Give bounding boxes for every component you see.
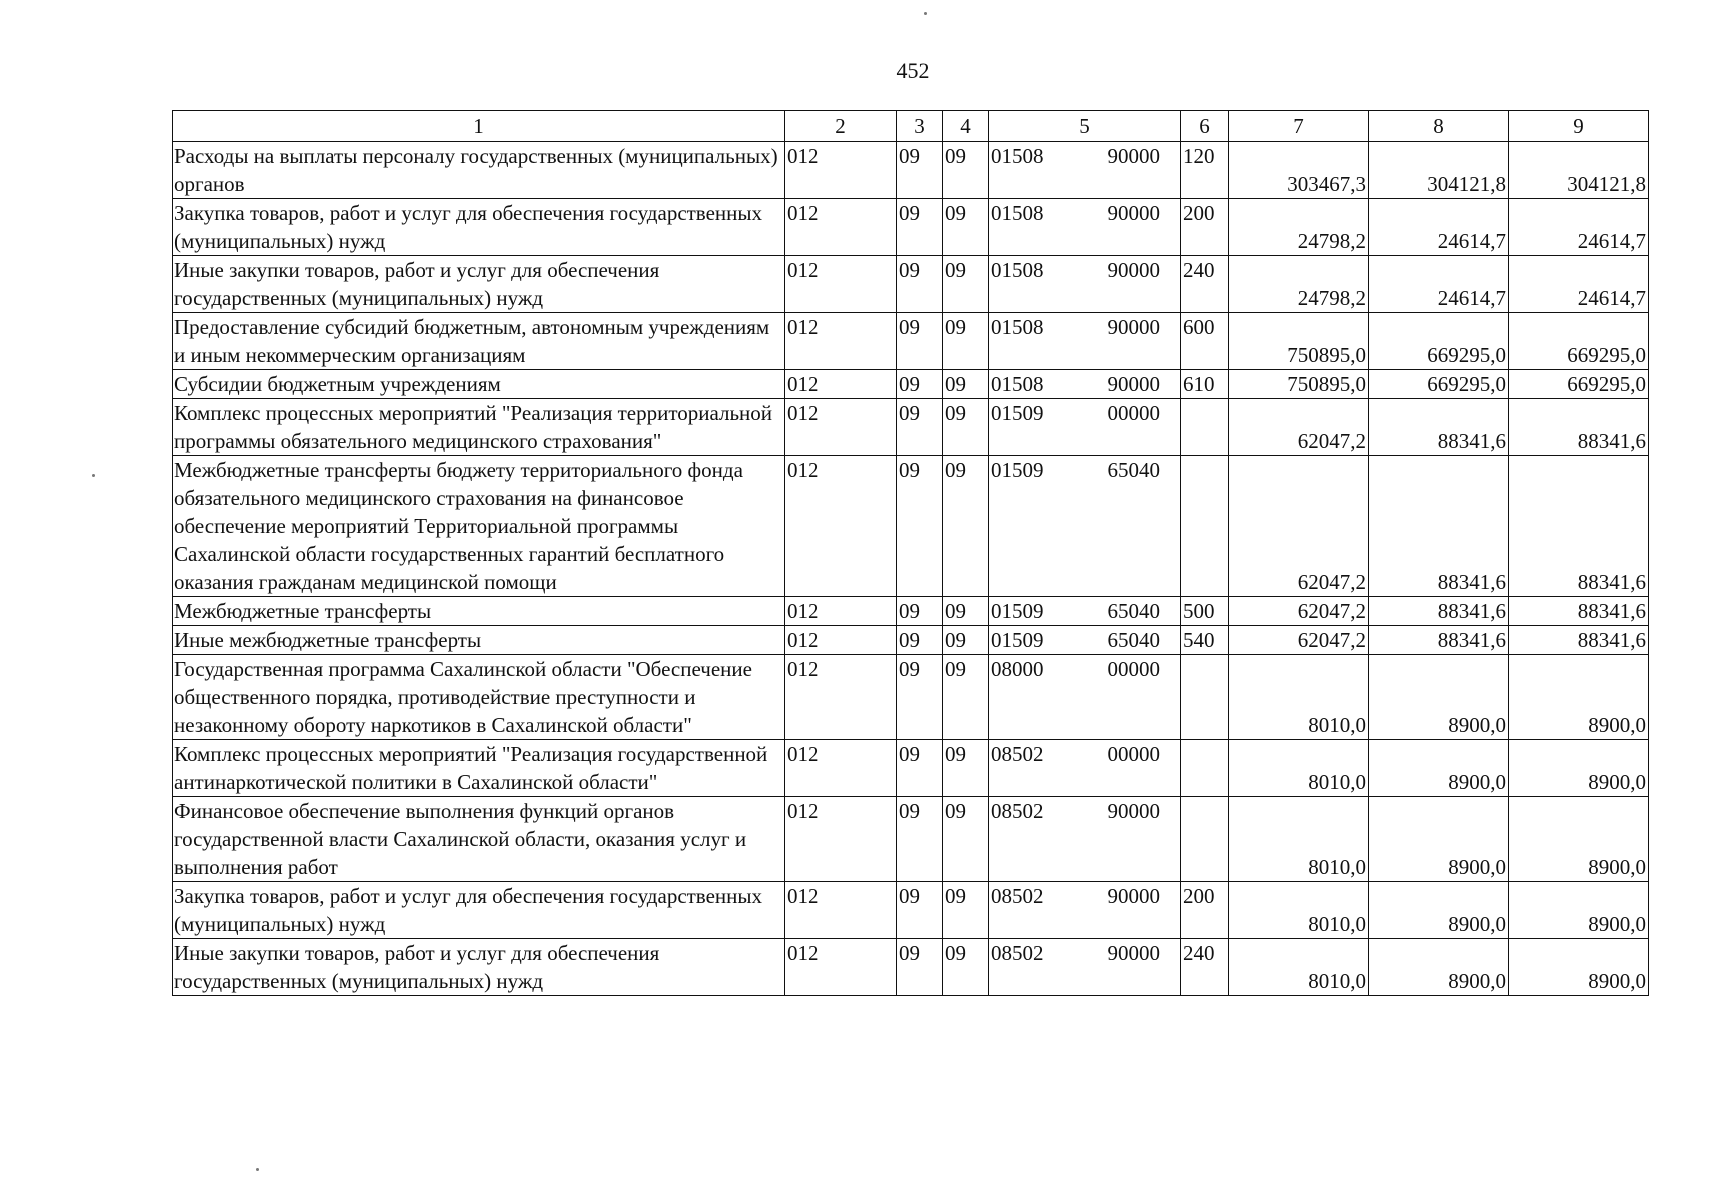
- row-code-target: [989, 882, 1181, 939]
- target-code-program: 01508: [991, 315, 1044, 339]
- row-amount-col-9: 88341,6: [1509, 456, 1649, 597]
- target-code-direction: 90000: [1107, 144, 1160, 168]
- row-amount-col-7: 750895,0: [1229, 313, 1369, 370]
- scan-speck: [256, 1168, 259, 1171]
- row-code-expense-type: 610: [1181, 370, 1229, 399]
- row-code-expense-type: [1181, 797, 1229, 882]
- row-code-target: [989, 597, 1181, 626]
- target-code-parts: [991, 740, 1178, 768]
- row-code-admin: 012: [785, 370, 897, 399]
- row-code-target: [989, 313, 1181, 370]
- header-col-2: 2: [785, 111, 897, 142]
- target-code-parts: [991, 655, 1178, 683]
- row-amount-col-7: 8010,0: [1229, 797, 1369, 882]
- row-amount-col-7: 8010,0: [1229, 655, 1369, 740]
- row-code-expense-type: 200: [1181, 199, 1229, 256]
- row-amount-col-7: 8010,0: [1229, 740, 1369, 797]
- row-code-target: [989, 655, 1181, 740]
- row-name: Межбюджетные трансферты: [173, 597, 785, 626]
- target-code-program: 08502: [991, 742, 1044, 766]
- target-code-direction: 90000: [1107, 941, 1160, 965]
- row-code-section: 09: [897, 199, 943, 256]
- row-code-target: [989, 256, 1181, 313]
- row-name: Комплекс процессных мероприятий "Реализация территориальной программы обязательного медицинского страхования": [173, 399, 785, 456]
- row-amount-col-7: 62047,2: [1229, 626, 1369, 655]
- header-col-4: 4: [943, 111, 989, 142]
- row-code-expense-type: [1181, 399, 1229, 456]
- row-amount-col-8: 8900,0: [1369, 740, 1509, 797]
- row-amount-col-7: 750895,0: [1229, 370, 1369, 399]
- row-code-admin: 012: [785, 939, 897, 996]
- target-code-parts: [991, 370, 1178, 398]
- row-code-admin: 012: [785, 597, 897, 626]
- row-name: Иные межбюджетные трансферты: [173, 626, 785, 655]
- row-code-admin: 012: [785, 456, 897, 597]
- row-code-section: 09: [897, 313, 943, 370]
- scan-speck: [924, 12, 927, 15]
- table-row: [173, 939, 1649, 996]
- row-code-expense-type: 500: [1181, 597, 1229, 626]
- table-row: [173, 199, 1649, 256]
- target-code-parts: [991, 939, 1178, 967]
- row-code-expense-type: 600: [1181, 313, 1229, 370]
- row-amount-col-8: 669295,0: [1369, 370, 1509, 399]
- row-code-subsection: 09: [943, 882, 989, 939]
- row-name: Государственная программа Сахалинской области "Обеспечение общественного порядка, противодействие преступности и незаконному обороту наркотиков в Сахалинской области": [173, 655, 785, 740]
- row-code-section: 09: [897, 597, 943, 626]
- target-code-parts: [991, 399, 1178, 427]
- row-code-section: 09: [897, 655, 943, 740]
- target-code-parts: [991, 256, 1178, 284]
- row-code-admin: 012: [785, 199, 897, 256]
- target-code-program: 01509: [991, 458, 1044, 482]
- header-col-9: 9: [1509, 111, 1649, 142]
- row-code-section: 09: [897, 256, 943, 313]
- target-code-program: 01508: [991, 372, 1044, 396]
- header-col-6: 6: [1181, 111, 1229, 142]
- row-code-target: [989, 626, 1181, 655]
- header-col-3: 3: [897, 111, 943, 142]
- row-code-subsection: 09: [943, 199, 989, 256]
- row-amount-col-8: 88341,6: [1369, 597, 1509, 626]
- row-code-admin: 012: [785, 142, 897, 199]
- target-code-parts: [991, 597, 1178, 625]
- header-col-7: 7: [1229, 111, 1369, 142]
- table-row: [173, 142, 1649, 199]
- row-name: Межбюджетные трансферты бюджету территориального фонда обязательного медицинского страхования на финансовое обеспечение мероприятий Территориальной программы Сахалинской области государственных гарантий бесплатного оказания гражданам медицинской помощи: [173, 456, 785, 597]
- row-code-subsection: 09: [943, 797, 989, 882]
- row-amount-col-9: 669295,0: [1509, 313, 1649, 370]
- table-row: [173, 370, 1649, 399]
- row-code-section: 09: [897, 370, 943, 399]
- row-code-target: [989, 199, 1181, 256]
- row-code-target: [989, 797, 1181, 882]
- row-code-subsection: 09: [943, 740, 989, 797]
- row-amount-col-9: 8900,0: [1509, 655, 1649, 740]
- row-name: Расходы на выплаты персоналу государственных (муниципальных) органов: [173, 142, 785, 199]
- target-code-program: 01509: [991, 401, 1044, 425]
- target-code-direction: 00000: [1107, 742, 1160, 766]
- header-col-8: 8: [1369, 111, 1509, 142]
- row-amount-col-7: 24798,2: [1229, 199, 1369, 256]
- row-code-subsection: 09: [943, 142, 989, 199]
- row-name: Закупка товаров, работ и услуг для обеспечения государственных (муниципальных) нужд: [173, 199, 785, 256]
- row-code-section: 09: [897, 456, 943, 597]
- row-amount-col-7: 8010,0: [1229, 882, 1369, 939]
- row-code-subsection: 09: [943, 370, 989, 399]
- row-amount-col-9: 8900,0: [1509, 882, 1649, 939]
- row-amount-col-9: 304121,8: [1509, 142, 1649, 199]
- page-number: 452: [896, 58, 930, 83]
- row-code-target: [989, 456, 1181, 597]
- target-code-program: 01508: [991, 144, 1044, 168]
- row-code-expense-type: 120: [1181, 142, 1229, 199]
- row-amount-col-8: 8900,0: [1369, 939, 1509, 996]
- target-code-parts: [991, 142, 1178, 170]
- row-amount-col-7: 62047,2: [1229, 597, 1369, 626]
- row-code-subsection: 09: [943, 597, 989, 626]
- row-amount-col-9: 24614,7: [1509, 199, 1649, 256]
- row-code-section: 09: [897, 142, 943, 199]
- row-amount-col-9: 8900,0: [1509, 939, 1649, 996]
- row-code-admin: 012: [785, 399, 897, 456]
- row-code-expense-type: [1181, 655, 1229, 740]
- row-name: Закупка товаров, работ и услуг для обеспечения государственных (муниципальных) нужд: [173, 882, 785, 939]
- table-row: [173, 399, 1649, 456]
- target-code-direction: 90000: [1107, 258, 1160, 282]
- target-code-program: 08502: [991, 941, 1044, 965]
- row-code-admin: 012: [785, 626, 897, 655]
- row-amount-col-9: 88341,6: [1509, 399, 1649, 456]
- table-row: [173, 882, 1649, 939]
- row-amount-col-8: 24614,7: [1369, 256, 1509, 313]
- scan-speck: [92, 474, 95, 477]
- row-code-expense-type: 240: [1181, 256, 1229, 313]
- target-code-program: 01509: [991, 628, 1044, 652]
- row-amount-col-9: 8900,0: [1509, 740, 1649, 797]
- target-code-program: 08502: [991, 884, 1044, 908]
- table-row: [173, 740, 1649, 797]
- row-code-section: 09: [897, 626, 943, 655]
- row-amount-col-9: 8900,0: [1509, 797, 1649, 882]
- header-row: [173, 111, 1649, 142]
- row-code-subsection: 09: [943, 256, 989, 313]
- row-amount-col-8: 304121,8: [1369, 142, 1509, 199]
- row-code-expense-type: 240: [1181, 939, 1229, 996]
- row-code-subsection: 09: [943, 655, 989, 740]
- row-name: Иные закупки товаров, работ и услуг для обеспечения государственных (муниципальных) нужд: [173, 256, 785, 313]
- row-code-expense-type: [1181, 456, 1229, 597]
- target-code-direction: 90000: [1107, 315, 1160, 339]
- target-code-direction: 00000: [1107, 401, 1160, 425]
- target-code-direction: 65040: [1107, 628, 1160, 652]
- target-code-program: 01508: [991, 258, 1044, 282]
- target-code-parts: [991, 199, 1178, 227]
- row-amount-col-8: 88341,6: [1369, 626, 1509, 655]
- row-code-admin: 012: [785, 313, 897, 370]
- target-code-direction: 65040: [1107, 458, 1160, 482]
- row-name: Иные закупки товаров, работ и услуг для обеспечения государственных (муниципальных) нужд: [173, 939, 785, 996]
- row-code-admin: 012: [785, 882, 897, 939]
- target-code-parts: [991, 313, 1178, 341]
- table-row: [173, 655, 1649, 740]
- row-code-section: 09: [897, 939, 943, 996]
- row-amount-col-9: 88341,6: [1509, 626, 1649, 655]
- target-code-direction: 90000: [1107, 372, 1160, 396]
- target-code-parts: [991, 882, 1178, 910]
- row-name: Комплекс процессных мероприятий "Реализация государственной антинаркотической политики в Сахалинской области": [173, 740, 785, 797]
- target-code-direction: 90000: [1107, 799, 1160, 823]
- row-code-expense-type: 540: [1181, 626, 1229, 655]
- row-code-subsection: 09: [943, 399, 989, 456]
- row-code-admin: 012: [785, 256, 897, 313]
- row-amount-col-8: 669295,0: [1369, 313, 1509, 370]
- row-code-subsection: 09: [943, 626, 989, 655]
- row-code-subsection: 09: [943, 313, 989, 370]
- table-row: [173, 456, 1649, 597]
- table-row: [173, 597, 1649, 626]
- table-row: [173, 313, 1649, 370]
- table-row: [173, 256, 1649, 313]
- target-code-program: 08000: [991, 657, 1044, 681]
- row-name: Финансовое обеспечение выполнения функций органов государственной власти Сахалинской области, оказания услуг и выполнения работ: [173, 797, 785, 882]
- target-code-program: 08502: [991, 799, 1044, 823]
- row-amount-col-7: 62047,2: [1229, 399, 1369, 456]
- row-amount-col-7: 24798,2: [1229, 256, 1369, 313]
- target-code-program: 01508: [991, 201, 1044, 225]
- row-name: Субсидии бюджетным учреждениям: [173, 370, 785, 399]
- row-code-section: 09: [897, 882, 943, 939]
- table-row: [173, 626, 1649, 655]
- row-amount-col-9: 88341,6: [1509, 597, 1649, 626]
- row-code-subsection: 09: [943, 456, 989, 597]
- budget-table: [172, 110, 1649, 996]
- row-amount-col-7: 8010,0: [1229, 939, 1369, 996]
- row-code-expense-type: [1181, 740, 1229, 797]
- target-code-direction: 00000: [1107, 657, 1160, 681]
- target-code-direction: 90000: [1107, 884, 1160, 908]
- table-body: [173, 111, 1649, 996]
- target-code-direction: 90000: [1107, 201, 1160, 225]
- row-amount-col-8: 8900,0: [1369, 882, 1509, 939]
- row-amount-col-9: 669295,0: [1509, 370, 1649, 399]
- target-code-parts: [991, 797, 1178, 825]
- row-amount-col-8: 88341,6: [1369, 456, 1509, 597]
- row-code-target: [989, 399, 1181, 456]
- target-code-program: 01509: [991, 599, 1044, 623]
- target-code-direction: 65040: [1107, 599, 1160, 623]
- row-code-target: [989, 939, 1181, 996]
- row-amount-col-8: 8900,0: [1369, 655, 1509, 740]
- row-amount-col-8: 24614,7: [1369, 199, 1509, 256]
- header-col-5: 5: [989, 111, 1181, 142]
- row-code-expense-type: 200: [1181, 882, 1229, 939]
- row-code-target: [989, 370, 1181, 399]
- row-code-admin: 012: [785, 740, 897, 797]
- row-code-section: 09: [897, 399, 943, 456]
- row-code-subsection: 09: [943, 939, 989, 996]
- target-code-parts: [991, 626, 1178, 654]
- row-amount-col-7: 303467,3: [1229, 142, 1369, 199]
- row-amount-col-7: 62047,2: [1229, 456, 1369, 597]
- row-amount-col-9: 24614,7: [1509, 256, 1649, 313]
- row-code-section: 09: [897, 740, 943, 797]
- target-code-parts: [991, 456, 1178, 484]
- row-code-admin: 012: [785, 797, 897, 882]
- row-code-target: [989, 142, 1181, 199]
- row-amount-col-8: 88341,6: [1369, 399, 1509, 456]
- row-code-target: [989, 740, 1181, 797]
- row-name: Предоставление субсидий бюджетным, автономным учреждениям и иным некоммерческим организациям: [173, 313, 785, 370]
- row-code-admin: 012: [785, 655, 897, 740]
- header-col-1: 1: [173, 111, 785, 142]
- table-row: [173, 797, 1649, 882]
- row-code-section: 09: [897, 797, 943, 882]
- row-amount-col-8: 8900,0: [1369, 797, 1509, 882]
